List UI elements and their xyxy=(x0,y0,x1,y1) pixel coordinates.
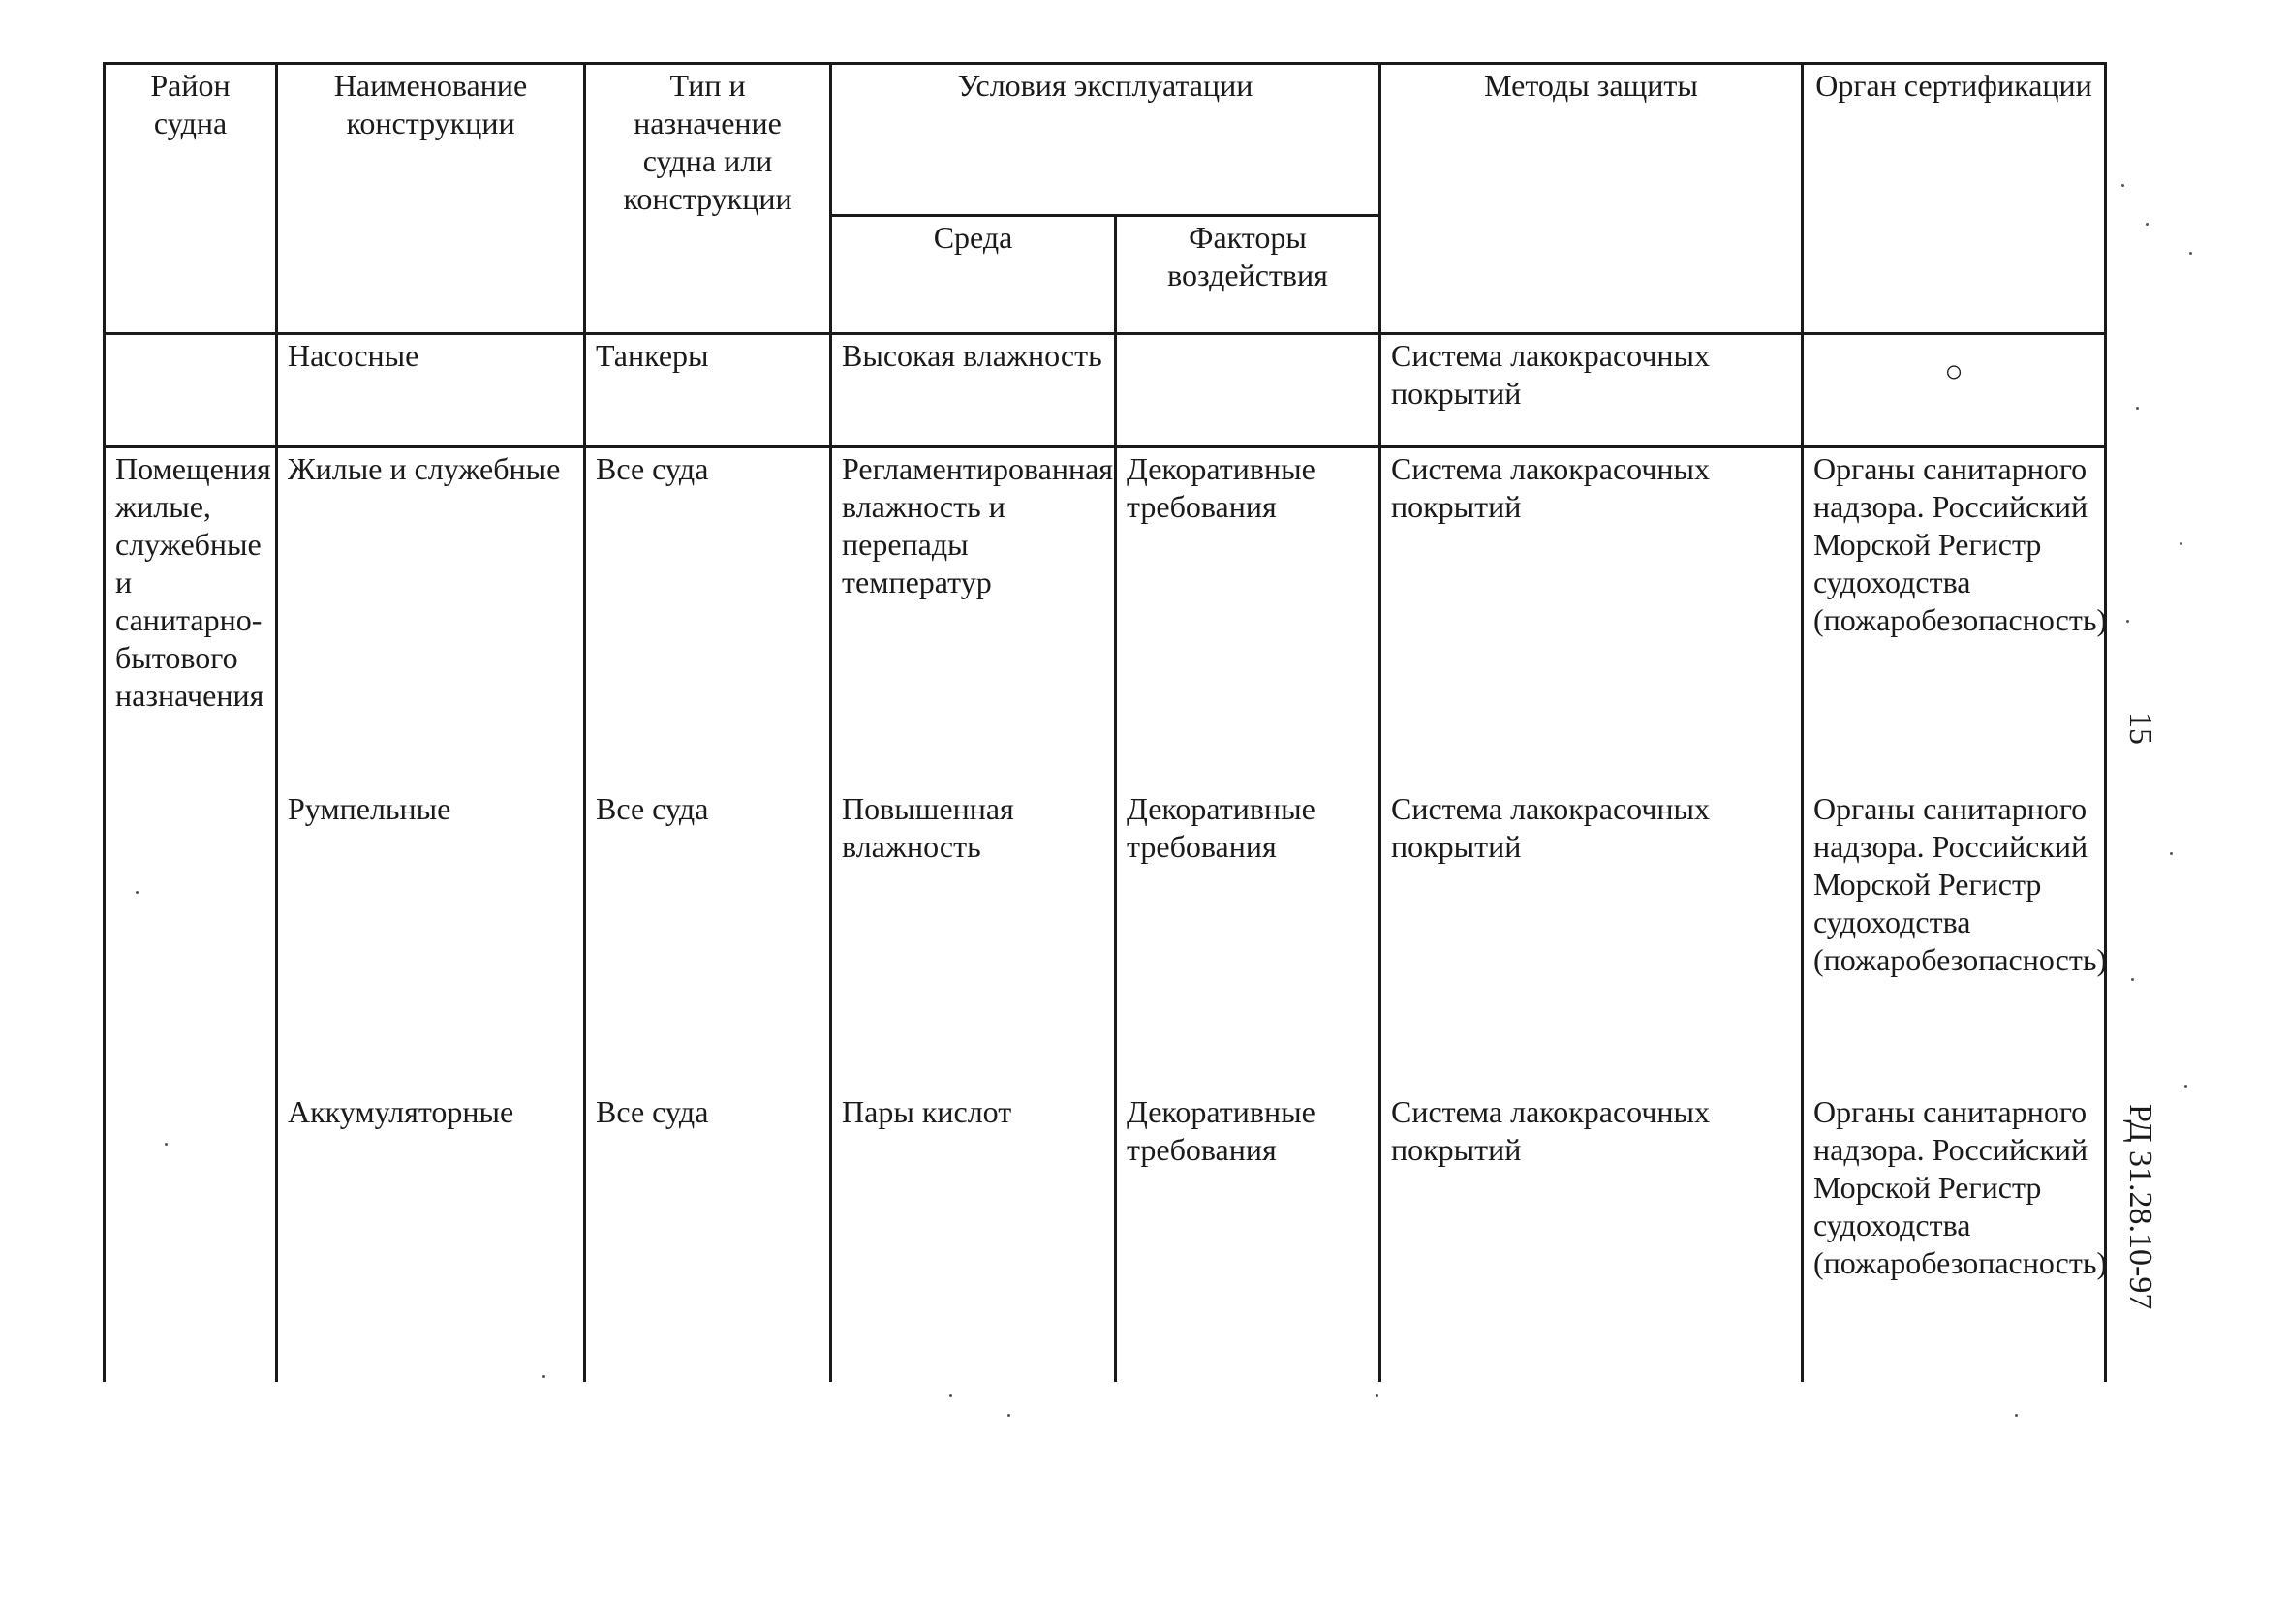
cell-factors xyxy=(1116,334,1380,447)
table-row xyxy=(105,788,2106,1091)
cell-area xyxy=(105,334,277,447)
cell-environment: Высокая влажность xyxy=(831,334,1116,447)
cell-methods: Система лакокрасочных покрытий xyxy=(1380,447,1803,788)
cell-type: Танкеры xyxy=(585,334,831,447)
document-code: РД 31.28.10-97 xyxy=(2122,1104,2158,1310)
cell-name: Насосные xyxy=(277,334,585,447)
cell-cert: Органы санитарного надзора. Российский Морской Регистр судоходства (пожаробезопасность) xyxy=(1803,1091,2106,1382)
cell-environment: Регламентированная влажность и перепады температур xyxy=(831,447,1116,788)
header-environment: Среда xyxy=(831,216,1116,334)
cell-methods: Система лакокрасочных покрытий xyxy=(1380,1091,1803,1382)
cell-name: Румпельные xyxy=(277,788,585,1091)
table-row xyxy=(105,447,2106,788)
cell-factors: Декоративные требования xyxy=(1116,788,1380,1091)
cell-cert: Органы санитарного надзора. Российский Морской Регистр судоходства (пожаробезопасность) xyxy=(1803,447,2106,788)
header-factors: Факторы воздействия xyxy=(1116,216,1380,334)
header-type: Тип и назначение судна или конструкции xyxy=(585,64,831,334)
table-row xyxy=(105,334,2106,447)
cell-name: Жилые и служебные xyxy=(277,447,585,788)
cell-factors: Декоративные требования xyxy=(1116,1091,1380,1382)
header-area: Район судна xyxy=(105,64,277,334)
header-cert: Орган сертификации xyxy=(1803,64,2106,334)
cell-environment: Пары кислот xyxy=(831,1091,1116,1382)
cell-cert: Органы санитарного надзора. Российский Морской Регистр судоходства (пожаробезопасность) xyxy=(1803,788,2106,1091)
cell-name: Аккумуляторные xyxy=(277,1091,585,1382)
cell-type: Все суда xyxy=(585,447,831,788)
cell-environment: Повышенная влажность xyxy=(831,788,1116,1091)
cell-type: Все суда xyxy=(585,788,831,1091)
cell-factors: Декоративные требования xyxy=(1116,447,1380,788)
table-row xyxy=(105,1091,2106,1382)
cell-type: Все суда xyxy=(585,1091,831,1382)
header-name: Наименование конструкции xyxy=(277,64,585,334)
header-row xyxy=(105,64,2106,216)
cell-methods: Система лакокрасочных покрытий xyxy=(1380,788,1803,1091)
cell-cert: ○ xyxy=(1803,334,2106,447)
header-methods: Методы защиты xyxy=(1380,64,1803,334)
cell-area: Помещения жилые, служебные и санитарно-бытового назначения xyxy=(105,447,277,1382)
protection-table xyxy=(103,62,2107,1382)
cell-methods: Система лакокрасочных покрытий xyxy=(1380,334,1803,447)
header-conditions: Условия эксплуатации xyxy=(831,64,1380,216)
page-number: 15 xyxy=(2122,712,2158,745)
